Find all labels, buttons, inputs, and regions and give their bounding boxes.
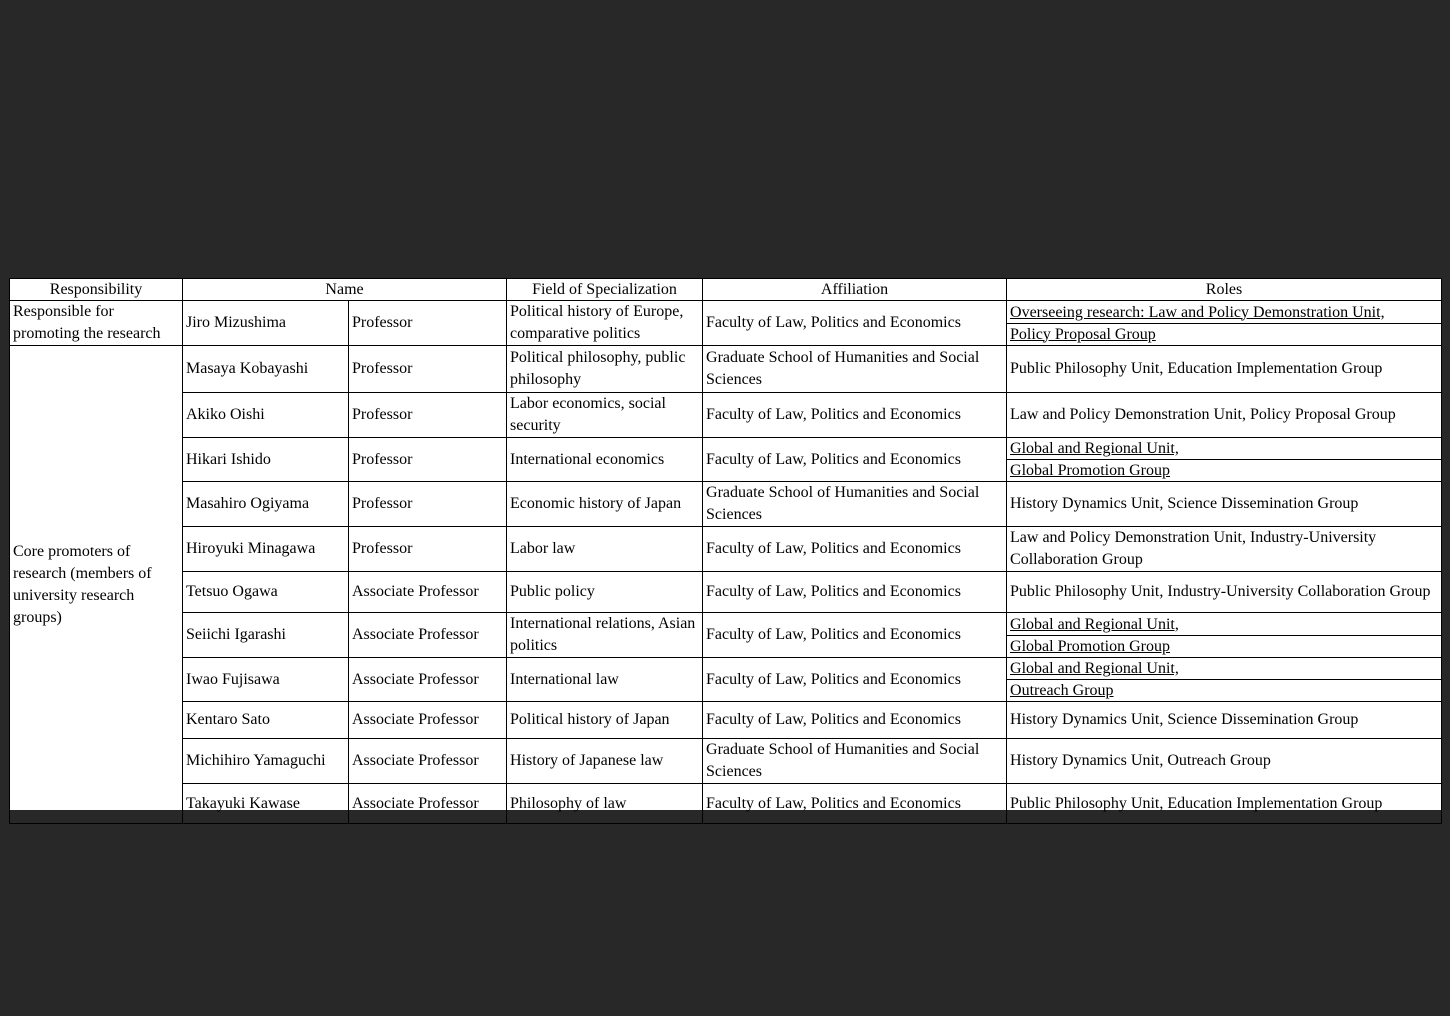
title-cell: Associate Professor <box>349 613 507 658</box>
title-cell: Associate Professor <box>349 572 507 613</box>
roles-cell <box>1007 784 1442 824</box>
affiliation-cell: Faculty of Law, Politics and Economics <box>703 658 1007 702</box>
table-row <box>10 527 1442 572</box>
name-cell: Akiko Oishi <box>183 393 349 438</box>
title-cell: Professor <box>349 438 507 482</box>
table-row <box>10 346 1442 393</box>
title-cell: Professor <box>349 346 507 393</box>
title-cell: Associate Professor <box>349 784 507 824</box>
name-cell: Kentaro Sato <box>183 702 349 739</box>
affiliation-cell: Faculty of Law, Politics and Economics <box>703 702 1007 739</box>
table-row <box>10 482 1442 527</box>
table-row <box>10 301 1442 346</box>
name-cell: Jiro Mizushima <box>183 301 349 346</box>
roles-text: History Dynamics Unit, Science Dissemination Group <box>1010 495 1359 512</box>
name-cell: Takayuki Kawase <box>183 784 349 824</box>
research-members-table <box>9 278 1442 824</box>
roles-cell <box>1007 702 1442 739</box>
name-cell: Masahiro Ogiyama <box>183 482 349 527</box>
field-cell: Public policy <box>507 572 703 613</box>
table-row <box>10 438 1442 482</box>
title-cell: Professor <box>349 482 507 527</box>
field-cell: Labor economics, social security <box>507 393 703 438</box>
roles-cell <box>1007 301 1442 346</box>
table-row <box>10 784 1442 824</box>
affiliation-cell: Graduate School of Humanities and Social Sciences <box>703 739 1007 784</box>
roles-cell <box>1007 739 1442 784</box>
field-cell: Political history of Japan <box>507 702 703 739</box>
roles-line: Global Promotion Group <box>1010 462 1171 479</box>
name-cell: Masaya Kobayashi <box>183 346 349 393</box>
responsibility-cell: Responsible for promoting the research <box>10 301 183 346</box>
table-row <box>10 572 1442 613</box>
field-cell: History of Japanese law <box>507 739 703 784</box>
roles-text: Law and Policy Demonstration Unit, Industry-University Collaboration Group <box>1010 529 1377 568</box>
roles-line: Global and Regional Unit, <box>1007 614 1441 636</box>
affiliation-cell: Faculty of Law, Politics and Economics <box>703 393 1007 438</box>
roles-text: Public Philosophy Unit, Education Implementation Group <box>1010 360 1383 377</box>
roles-line: Global Promotion Group <box>1010 637 1171 655</box>
roles-cell <box>1007 393 1442 438</box>
roles-text: Law and Policy Demonstration Unit, Policy Proposal Group <box>1010 406 1396 423</box>
field-cell: Philosophy of law <box>507 784 703 824</box>
title-cell: Professor <box>349 393 507 438</box>
header-name: Name <box>183 279 507 301</box>
roles-cell <box>1007 613 1442 658</box>
name-cell: Hiroyuki Minagawa <box>183 527 349 572</box>
affiliation-cell: Faculty of Law, Politics and Economics <box>703 613 1007 658</box>
roles-line: Overseeing research: Law and Policy Demonstration Unit, <box>1007 302 1441 324</box>
field-cell: International economics <box>507 438 703 482</box>
field-cell: Labor law <box>507 527 703 572</box>
roles-cell <box>1007 438 1442 482</box>
responsibility-cell: Core promoters of research (members of university research groups) <box>10 346 183 824</box>
title-cell: Associate Professor <box>349 739 507 784</box>
title-cell: Associate Professor <box>349 702 507 739</box>
title-cell: Associate Professor <box>349 658 507 702</box>
table-row <box>10 702 1442 739</box>
table-row <box>10 739 1442 784</box>
name-cell: Tetsuo Ogawa <box>183 572 349 613</box>
affiliation-cell: Faculty of Law, Politics and Economics <box>703 527 1007 572</box>
roles-cell <box>1007 572 1442 613</box>
affiliation-cell: Faculty of Law, Politics and Economics <box>703 784 1007 824</box>
name-cell: Michihiro Yamaguchi <box>183 739 349 784</box>
affiliation-cell: Faculty of Law, Politics and Economics <box>703 438 1007 482</box>
field-cell: Political philosophy, public philosophy <box>507 346 703 393</box>
roles-text: Public Philosophy Unit, Education Implementation Group <box>1010 794 1383 812</box>
table-body <box>10 301 1442 824</box>
roles-line: Outreach Group <box>1010 682 1114 699</box>
roles-cell <box>1007 346 1442 393</box>
affiliation-cell: Faculty of Law, Politics and Economics <box>703 572 1007 613</box>
field-cell: International relations, Asian politics <box>507 613 703 658</box>
name-cell: Hikari Ishido <box>183 438 349 482</box>
roles-text: History Dynamics Unit, Outreach Group <box>1010 752 1271 769</box>
table-row <box>10 393 1442 438</box>
header-affiliation: Affiliation <box>703 279 1007 301</box>
research-members-sheet <box>9 278 1441 810</box>
header-field: Field of Specialization <box>507 279 703 301</box>
name-cell: Seiichi Igarashi <box>183 613 349 658</box>
title-cell: Professor <box>349 527 507 572</box>
roles-text: History Dynamics Unit, Science Dissemination Group <box>1010 711 1359 728</box>
roles-line: Global and Regional Unit, <box>1007 658 1441 680</box>
header-responsibility: Responsibility <box>10 279 183 301</box>
roles-cell <box>1007 527 1442 572</box>
field-cell: Economic history of Japan <box>507 482 703 527</box>
title-cell: Professor <box>349 301 507 346</box>
table-row <box>10 613 1442 658</box>
roles-cell <box>1007 482 1442 527</box>
affiliation-cell: Graduate School of Humanities and Social Sciences <box>703 482 1007 527</box>
roles-line: Policy Proposal Group <box>1010 325 1156 343</box>
affiliation-cell: Faculty of Law, Politics and Economics <box>703 301 1007 346</box>
header-roles: Roles <box>1007 279 1442 301</box>
roles-line: Global and Regional Unit, <box>1007 438 1441 460</box>
roles-text: Public Philosophy Unit, Industry-University Collaboration Group <box>1010 583 1431 600</box>
name-cell: Iwao Fujisawa <box>183 658 349 702</box>
field-cell: International law <box>507 658 703 702</box>
header-row <box>10 279 1442 301</box>
field-cell: Political history of Europe, comparative politics <box>507 301 703 346</box>
affiliation-cell: Graduate School of Humanities and Social Sciences <box>703 346 1007 393</box>
roles-cell <box>1007 658 1442 702</box>
table-row <box>10 658 1442 702</box>
